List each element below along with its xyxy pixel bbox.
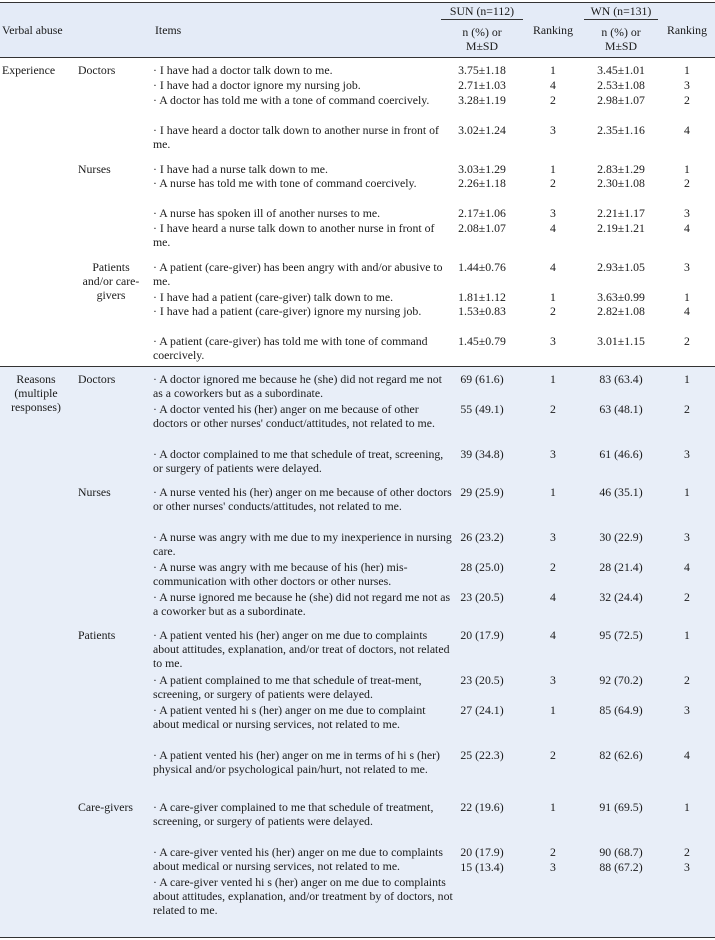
sun-ranking-cell: 3 — [550, 334, 556, 348]
item-text: · A care-giver vented hi s (her) anger on me due to complaints about attitudes, explanation, and/or treatment by of doctors, not related to me. — [153, 875, 453, 917]
sun-ranking-cell: 2 — [550, 176, 556, 190]
sun-value-cell: 22 (19.6) — [460, 800, 504, 814]
group-label-patients-caregivers: Patients and/or care-givers — [82, 260, 140, 302]
wn-value-cell: 2.82±1.08 — [597, 304, 645, 318]
item-text: · I have had a nurse talk down to me. — [153, 162, 328, 176]
sun-value-cell: 27 (24.1) — [460, 703, 504, 717]
item-text: · A doctor ignored me because he (she) did not regard me not as a coworkers but as a subordinate. — [153, 372, 442, 400]
wn-value-cell: 2.35±1.16 — [597, 123, 645, 137]
group-label-doctors: Doctors — [78, 372, 116, 386]
col-header-wn-stat-2: M±SD — [604, 39, 638, 53]
sun-ranking-cell: 2 — [550, 304, 556, 318]
wn-value-cell: 85 (64.9) — [599, 703, 643, 717]
wn-value-cell: 28 (21.4) — [599, 560, 643, 574]
wn-value-cell: 3.63±0.99 — [597, 290, 645, 304]
wn-ranking-cell: 3 — [684, 260, 690, 274]
wn-value-cell: 90 (68.7) — [599, 845, 643, 859]
sun-value-cell: 1.53±0.83 — [458, 304, 506, 318]
sun-value-cell: 28 (25.0) — [460, 560, 504, 574]
item-text: · A nurse vented his (her) anger on me because of other doctors or other nurses' conducts/attitudes, not related to me. — [153, 485, 452, 513]
wn-value-cell: 2.19±1.21 — [597, 221, 645, 235]
col-header-verbal-abuse: Verbal abuse — [2, 23, 63, 37]
item-text: · I have had a patient (care-giver) talk down to me. — [153, 290, 394, 304]
sun-value-cell: 2.08±1.07 — [458, 221, 506, 235]
item-text: · A patient (care-giver) has told me with tone of command coercively. — [153, 334, 428, 362]
bottom-rule — [0, 937, 715, 938]
wn-ranking-cell: 3 — [684, 860, 690, 874]
item-text: · A doctor has told me with a tone of command coercively. — [153, 93, 430, 107]
sun-ranking-cell: 1 — [550, 703, 556, 717]
sun-value-cell: 15 (13.4) — [460, 860, 504, 874]
sun-ranking-cell: 3 — [550, 673, 556, 687]
wn-ranking-cell: 2 — [684, 93, 690, 107]
sun-ranking-cell: 3 — [550, 447, 556, 461]
wn-value-cell: 3.01±1.15 — [597, 334, 645, 348]
wn-value-cell: 2.83±1.29 — [597, 162, 645, 176]
item-text: · A patient vented his (her) anger on me in terms of hi s (her) physical and/or psychological pain/hurt, not related to me. — [153, 748, 440, 776]
item-text: · A doctor complained to me that schedule of treat, screening, or surgery of patients were delayed. — [153, 447, 444, 475]
item-text: · I have heard a nurse talk down to another nurse in front of me. — [153, 221, 435, 249]
sun-value-cell: 20 (17.9) — [460, 845, 504, 859]
sun-value-cell: 3.28±1.19 — [458, 93, 506, 107]
sun-ranking-cell: 2 — [550, 845, 556, 859]
item-text: · I have had a doctor ignore my nursing job. — [153, 78, 361, 92]
wn-value-cell: 3.45±1.01 — [597, 63, 645, 77]
item-text: · A nurse was angry with me due to my inexperience in nursing care. — [153, 530, 452, 558]
wn-value-cell: 2.21±1.17 — [597, 206, 645, 220]
wn-value-cell: 2.30±1.08 — [597, 176, 645, 190]
wn-ranking-cell: 3 — [684, 447, 690, 461]
wn-ranking-cell: 2 — [684, 176, 690, 190]
top-rule — [0, 2, 715, 3]
sun-value-cell: 69 (61.6) — [460, 372, 504, 386]
wn-value-cell: 2.53±1.08 — [597, 78, 645, 92]
sun-value-cell: 29 (25.9) — [460, 485, 504, 499]
item-text: · A nurse ignored me because he (she) did not regard me not as a coworker but as a subordinate. — [153, 590, 451, 618]
wn-ranking-cell: 4 — [684, 304, 690, 318]
wn-ranking-cell: 1 — [684, 485, 690, 499]
wn-ranking-cell: 1 — [684, 290, 690, 304]
wn-ranking-cell: 2 — [684, 402, 690, 416]
wn-underline — [584, 19, 658, 20]
item-text: · A nurse has spoken ill of another nurses to me. — [153, 206, 381, 220]
sun-value-cell: 20 (17.9) — [460, 628, 504, 642]
col-header-wn-stat-1: n (%) or — [601, 25, 641, 39]
sun-value-cell: 3.75±1.18 — [458, 63, 506, 77]
wn-ranking-cell: 4 — [684, 748, 690, 762]
wn-ranking-cell: 3 — [684, 206, 690, 220]
wn-ranking-cell: 2 — [684, 334, 690, 348]
wn-ranking-cell: 1 — [684, 800, 690, 814]
item-text: · A care-giver complained to me that schedule of treatment, screening, or surgery of patients were delayed. — [153, 800, 434, 828]
sun-value-cell: 3.03±1.29 — [458, 162, 506, 176]
group-label-patients: Patients — [78, 628, 116, 642]
sun-value-cell: 25 (22.3) — [460, 748, 504, 762]
wn-ranking-cell: 4 — [684, 123, 690, 137]
wn-value-cell: 88 (67.2) — [599, 860, 643, 874]
sun-value-cell: 2.26±1.18 — [458, 176, 506, 190]
item-text: · A patient (care-giver) has been angry with and/or abusive to me. — [153, 260, 443, 288]
sun-value-cell: 39 (34.8) — [460, 447, 504, 461]
sun-value-cell: 23 (20.5) — [460, 673, 504, 687]
wn-value-cell: 92 (70.2) — [599, 673, 643, 687]
header-bottom-rule — [0, 57, 715, 58]
col-header-sun: SUN (n=112) — [449, 4, 515, 18]
item-text: · A nurse was angry with me because of his (her) mis-communication with other doctors or other nurses. — [153, 560, 408, 588]
sun-ranking-cell: 1 — [550, 162, 556, 176]
wn-ranking-cell: 2 — [684, 845, 690, 859]
sun-value-cell: 23 (20.5) — [460, 590, 504, 604]
group-label-doctors: Doctors — [78, 63, 116, 77]
sun-ranking-cell: 2 — [550, 402, 556, 416]
group-label-nurses: Nurses — [78, 162, 111, 176]
col-header-items: Items — [155, 23, 182, 37]
sun-ranking-cell: 2 — [550, 93, 556, 107]
wn-value-cell: 91 (69.5) — [599, 800, 643, 814]
item-text: · A doctor vented his (her) anger on me because of other doctors or other nurses' conduct/attitudes, not related to me. — [153, 402, 435, 430]
col-header-sun-ranking: Ranking — [533, 23, 573, 37]
wn-value-cell: 63 (48.1) — [599, 402, 643, 416]
item-text: · A patient complained to me that schedule of treat-ment, screening, or surgery of patients were delayed. — [153, 673, 422, 701]
sun-ranking-cell: 2 — [550, 748, 556, 762]
col-header-wn-ranking: Ranking — [667, 23, 707, 37]
sun-ranking-cell: 1 — [550, 290, 556, 304]
wn-ranking-cell: 2 — [684, 590, 690, 604]
sun-ranking-cell: 1 — [550, 372, 556, 386]
section-label-experience: Experience — [2, 63, 56, 77]
wn-ranking-cell: 3 — [684, 78, 690, 92]
section-label-reasons: Reasons (multiple responses) — [11, 372, 61, 414]
wn-value-cell: 2.93±1.05 — [597, 260, 645, 274]
sun-value-cell: 1.81±1.12 — [458, 290, 506, 304]
wn-value-cell: 82 (62.6) — [599, 748, 643, 762]
sun-value-cell: 2.17±1.06 — [458, 206, 506, 220]
wn-value-cell: 2.98±1.07 — [597, 93, 645, 107]
wn-ranking-cell: 1 — [684, 372, 690, 386]
wn-value-cell: 46 (35.1) — [599, 485, 643, 499]
sun-ranking-cell: 1 — [550, 800, 556, 814]
col-header-sun-stat-1: n (%) or — [462, 25, 502, 39]
item-text: · A patient vented hi s (her) anger on me due to complaint about medical or nursing services, not related to me. — [153, 703, 426, 731]
col-header-wn: WN (n=131) — [590, 4, 652, 18]
sun-ranking-cell: 3 — [550, 123, 556, 137]
col-header-sun-stat-2: M±SD — [465, 39, 499, 53]
sun-value-cell: 1.44±0.76 — [458, 260, 506, 274]
item-text: · I have had a patient (care-giver) ignore my nursing job. — [153, 304, 422, 318]
wn-ranking-cell: 2 — [684, 673, 690, 687]
sun-ranking-cell: 1 — [550, 485, 556, 499]
wn-value-cell: 32 (24.4) — [599, 590, 643, 604]
sun-ranking-cell: 3 — [550, 206, 556, 220]
item-text: · I have had a doctor talk down to me. — [153, 63, 333, 77]
sun-ranking-cell: 4 — [550, 78, 556, 92]
sun-ranking-cell: 1 — [550, 63, 556, 77]
wn-value-cell: 30 (22.9) — [599, 530, 643, 544]
sun-ranking-cell: 4 — [550, 260, 556, 274]
item-text: · A care-giver vented his (her) anger on me due to complaints about medical or nursing services, not related to me. — [153, 845, 443, 873]
sun-ranking-cell: 2 — [550, 560, 556, 574]
wn-ranking-cell: 1 — [684, 63, 690, 77]
sun-value-cell: 55 (49.1) — [460, 402, 504, 416]
wn-ranking-cell: 4 — [684, 560, 690, 574]
wn-value-cell: 83 (63.4) — [599, 372, 643, 386]
section-divider-rule — [0, 366, 715, 367]
sun-ranking-cell: 4 — [550, 590, 556, 604]
wn-ranking-cell: 1 — [684, 628, 690, 642]
sun-value-cell: 26 (23.2) — [460, 530, 504, 544]
wn-value-cell: 61 (46.6) — [599, 447, 643, 461]
item-text: · A patient vented his (her) anger on me due to complaints about attitudes, explanation, and/or treat of doctors, not related to me. — [153, 628, 450, 670]
wn-ranking-cell: 3 — [684, 703, 690, 717]
sun-ranking-cell: 3 — [550, 530, 556, 544]
sun-ranking-cell: 4 — [550, 221, 556, 235]
sun-ranking-cell: 4 — [550, 628, 556, 642]
item-text: · I have heard a doctor talk down to another nurse in front of me. — [153, 123, 439, 151]
wn-ranking-cell: 3 — [684, 530, 690, 544]
wn-ranking-cell: 1 — [684, 162, 690, 176]
group-label-nurses: Nurses — [78, 485, 111, 499]
sun-value-cell: 3.02±1.24 — [458, 123, 506, 137]
wn-value-cell: 95 (72.5) — [599, 628, 643, 642]
sun-value-cell: 2.71±1.03 — [458, 78, 506, 92]
wn-ranking-cell: 4 — [684, 221, 690, 235]
sun-value-cell: 1.45±0.79 — [458, 334, 506, 348]
group-label-care-givers: Care-givers — [78, 800, 134, 814]
item-text: · A nurse has told me with tone of command coercively. — [153, 176, 417, 190]
sun-underline — [441, 19, 523, 20]
sun-ranking-cell: 3 — [550, 860, 556, 874]
